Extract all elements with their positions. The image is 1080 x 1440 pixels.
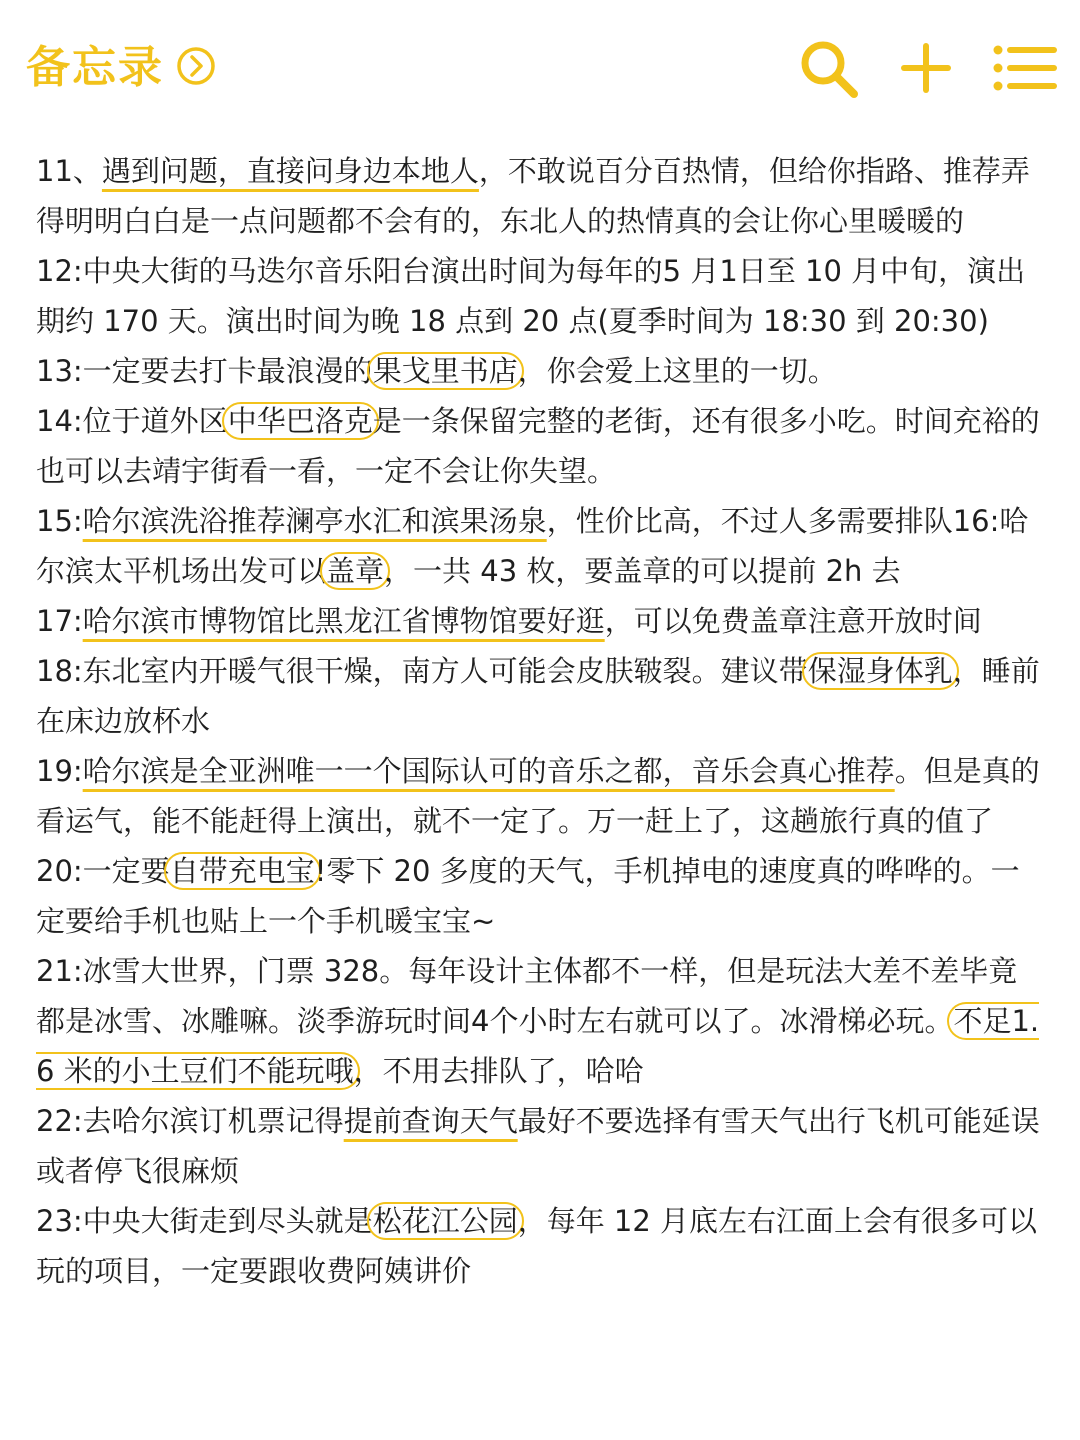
circled-text: 自带充电宝 — [164, 852, 321, 890]
note-text: ，性价比高，不过人多需要排队16:哈尔滨太平机场出发可以 — [36, 504, 1029, 588]
note-text: 21:冰雪大世界，门票 328。每年设计主体都不一样，但是玩法大差不差毕竟都是冰雪、冰雕嘛。淡季游玩时间4个小时左右就可以了。冰滑梯必玩。 — [36, 954, 1018, 1038]
note-text: 12:中央大街的马迭尔音乐阳台演出时间为每年的5 月1日至 10 月中旬，演出期约 170 天。演出时间为晚 18 点到 20 点(夏季时间为 18:30 到 20:30) — [36, 254, 1026, 338]
highlight-text: 哈尔滨是全亚洲唯一一个国际认可的音乐之都，音乐会真心推荐 — [82, 754, 895, 788]
note-text: ，每年 12 月底左右江面上会有很多可以玩的项目，一定要跟收费阿姨讲价 — [36, 1204, 1038, 1288]
note-item-21 — [36, 946, 1046, 1096]
note-text: 20:一定要 — [36, 854, 170, 888]
app-header — [0, 0, 1080, 130]
circled-text: 果戈里书店 — [367, 352, 524, 390]
note-text: 。但是真的看运气，能不能赶得上演出，就不一定了。万一赶上了，这趟旅行真的值了 — [36, 754, 1040, 838]
note-text: ，一共 43 枚，要盖章的可以提前 2h 去 — [384, 554, 901, 588]
note-item-20 — [36, 846, 1046, 946]
note-text: 是一条保留完整的老街，还有很多小吃。时间充裕的也可以去靖宇街看一看，一定不会让你失望。 — [36, 404, 1040, 488]
note-text: 14:位于道外区 — [36, 404, 228, 438]
note-text: ，睡前在床边放杯水 — [36, 654, 1040, 738]
circled-text: 盖章 — [320, 552, 390, 590]
search-icon[interactable] — [798, 38, 860, 100]
note-text: ，不用去排队了，哈哈 — [353, 1054, 644, 1088]
note-item-14 — [36, 396, 1046, 496]
note-text: 17: — [36, 604, 83, 638]
chevron-right-circle-icon[interactable] — [176, 46, 216, 86]
note-text: 18:东北室内开暖气很干燥，南方人可能会皮肤皲裂。建议带 — [36, 654, 808, 688]
note-text: ，你会爱上这里的一切。 — [517, 354, 837, 388]
note-item-17 — [36, 596, 1046, 646]
circled-text: 保湿身体乳 — [802, 652, 959, 690]
note-text: 15: — [36, 504, 83, 538]
note-item-12 — [36, 246, 1046, 346]
plus-icon[interactable] — [900, 42, 952, 94]
note-text: 19: — [36, 754, 83, 788]
note-item-11 — [36, 146, 1046, 246]
note-text: 23:中央大街走到尽头就是 — [36, 1204, 373, 1238]
note-text: 22:去哈尔滨订机票记得 — [36, 1104, 344, 1138]
app-title[interactable]: 备忘录 — [26, 42, 164, 93]
circled-text: 松花江公园 — [367, 1202, 524, 1240]
note-item-19 — [36, 746, 1046, 846]
note-text: ，不敢说百分百热情，但给你指路、推荐弄得明明白白是一点问题都不会有的，东北人的热情真的会让你心里暖暖的 — [36, 154, 1030, 238]
note-text: !零下 20 多度的天气，手机掉电的速度真的哗哗的。一定要给手机也贴上一个手机暖宝宝~ — [36, 854, 1020, 938]
highlight-text: 哈尔滨洗浴推荐澜亭水汇和滨果汤泉 — [82, 504, 547, 538]
circled-text: 中华巴洛克 — [222, 402, 379, 440]
note-text: 11、 — [36, 154, 102, 188]
note-item-13 — [36, 346, 1046, 396]
note-item-15 — [36, 496, 1046, 596]
highlight-text: 哈尔滨市博物馆比黑龙江省博物馆要好逛 — [82, 604, 605, 638]
circled-text: 不足1.6 米的小土豆们不能玩哦 — [36, 1004, 1040, 1088]
note-item-22 — [36, 1096, 1046, 1196]
highlight-text: 提前查询天气 — [343, 1104, 518, 1138]
note-body[interactable] — [36, 146, 1046, 1296]
note-text: 13:一定要去打卡最浪漫的 — [36, 354, 373, 388]
note-item-18 — [36, 646, 1046, 746]
note-item-23 — [36, 1196, 1046, 1296]
note-text: 最好不要选择有雪天气出行飞机可能延误或者停飞很麻烦 — [36, 1104, 1040, 1188]
highlight-text: 遇到问题，直接问身边本地人 — [101, 154, 479, 188]
note-text: ，可以免费盖章注意开放时间 — [604, 604, 982, 638]
list-icon[interactable] — [992, 42, 1058, 94]
